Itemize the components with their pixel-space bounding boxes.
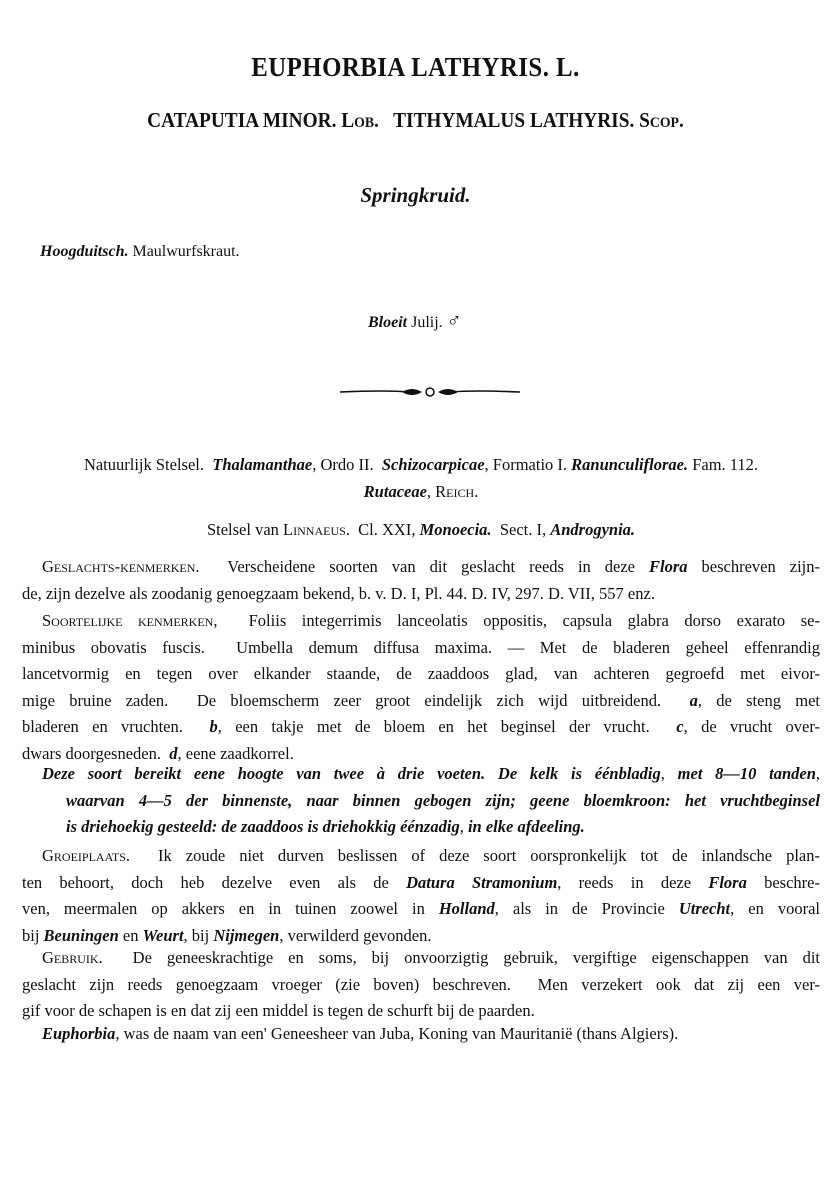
paragraph [22, 608, 820, 767]
text: Verscheidene soorten van dit geslacht reeds in deze [199, 557, 650, 576]
bloom-info [368, 310, 462, 333]
synonym-2: TITHYMALUS LATHYRIS. [393, 108, 635, 132]
italic-text: Deze soort bereikt eene hoogte van twee à drie voeten. De kelk is éénbladig [42, 764, 661, 783]
text: , bij [183, 925, 214, 945]
text: , was de naam van een' Geneesheer van Juba, Koning van Mauritanië (thans Algiers). [115, 1024, 679, 1043]
german-value: Maulwurfskraut. [132, 243, 240, 260]
text: Foliis integerrimis lanceolatis oppositis, capsula glabra dorso exarato se- [217, 611, 820, 630]
text: Natuurlijk Stelsel. [83, 455, 213, 474]
text: dwars doorgesneden. [22, 743, 170, 763]
text-line [22, 608, 820, 635]
text-line [22, 479, 820, 506]
male-symbol-icon: ♂ [446, 310, 462, 332]
section-label: Gebruik. [42, 948, 103, 967]
text: , een takje met de bloem en het beginsel der vrucht. [217, 717, 677, 736]
text: ten behoort, doch heb dezelve even als de [22, 872, 407, 892]
text: Cl. XXI, [349, 520, 420, 539]
italic-text: a [689, 690, 698, 710]
italic-text: c [676, 717, 684, 736]
text: , eene zaadkorrel. [177, 743, 294, 763]
paragraph [22, 945, 820, 1025]
section-label: Reich. [435, 481, 479, 501]
paragraph [22, 843, 820, 949]
text: , Ordo II. [312, 455, 382, 474]
text: ven, meermalen op akkers en in tuinen zoowel in [22, 899, 439, 918]
italic-text: met 8—10 tanden [677, 764, 816, 783]
text: minibus obovatis fuscis. Umbella demum diffusa maxima. — Met de bladeren geheel effenrandig [22, 637, 820, 657]
text: , de steng met [697, 690, 820, 710]
text: mige bruine zaden. De bloemscherm zeer groot eindelijk zich wijd uitbreidend. [22, 690, 690, 710]
italic-text: Weurt [142, 925, 184, 945]
synonym-1: CATAPUTIA MINOR. [147, 108, 337, 132]
italic-text: Flora [649, 557, 688, 576]
text-line [22, 870, 820, 897]
german-label: Hoogduitsch. [40, 243, 129, 260]
text: bij [22, 925, 44, 945]
section-label: Soortelijke kenmerken, [42, 611, 218, 630]
text-line [22, 814, 820, 841]
italic-text: Nijmegen [213, 925, 280, 945]
text: bladeren en vruchten. [22, 717, 210, 736]
text-line [22, 761, 820, 788]
text-line [22, 581, 820, 608]
synonym-1-author: Lob. [341, 108, 379, 132]
text-line [22, 896, 820, 923]
italic-text: is driehoekig gesteeld: de zaaddoos is driehokkig éénzadig [66, 817, 460, 836]
text-line [22, 452, 820, 479]
text-line [22, 945, 820, 972]
italic-text: waarvan 4—5 der binnenste, naar binnen gebogen zijn; geene bloemkroon: het vruchtbeginsel [66, 790, 820, 810]
text: , [815, 764, 821, 783]
italic-text: d [169, 743, 178, 763]
text-line [22, 661, 820, 688]
italic-text: Ranunculiflorae. [571, 455, 689, 474]
text: , [426, 481, 436, 501]
text: , verwilderd gevonden. [279, 925, 432, 945]
text: geslacht zijn reeds genoegzaam vroeger (zie boven) beschreven. Men verzekert ook dat zij een ver- [22, 974, 820, 994]
text: , en vooral [730, 899, 820, 918]
ornament-divider [340, 384, 520, 400]
italic-text: in elke afdeeling. [467, 817, 585, 836]
text: , als in de Provincie [494, 899, 679, 918]
text-line [22, 714, 820, 741]
section-label: Geslachts-kenmerken. [42, 557, 200, 576]
text: de, zijn dezelve als zoodanig genoegzaam bekend, b. v. D. I, Pl. 44. D. IV, 297. D. VII, 557 enz. [22, 583, 655, 603]
text-line [22, 972, 820, 999]
german-name [40, 243, 240, 261]
synonym-2-author: Scop. [639, 108, 684, 132]
italic-text: Rutaceae [363, 481, 427, 501]
text: beschreven zijn- [687, 557, 820, 576]
bloom-label: Bloeit [368, 314, 408, 331]
italic-text: Beuningen [43, 925, 119, 945]
text-line [22, 1021, 820, 1048]
italic-text: Datura Stramonium [406, 872, 558, 892]
italic-text: Holland [438, 899, 495, 918]
text: Fam. 112. [688, 455, 759, 474]
text: , reeds in deze [557, 872, 709, 892]
page-title: EUPHORBIA LATHYRIS. L. [251, 52, 580, 82]
text: , de vrucht over- [683, 717, 820, 736]
italic-text: Monoecia. [419, 520, 492, 539]
text: , [660, 764, 678, 783]
common-name: Springkruid. [360, 183, 471, 207]
paragraph [22, 517, 820, 544]
text: Stelsel van [206, 520, 284, 539]
section-label: Groeiplaats. [42, 846, 131, 865]
paragraph [22, 1021, 820, 1048]
text-line [22, 517, 820, 544]
text: , [459, 817, 468, 836]
text: en [118, 925, 143, 945]
italic-text: Flora [708, 872, 747, 892]
bloom-month: Julij. [411, 314, 443, 331]
italic-text: Thalamanthae [212, 455, 313, 474]
paragraph [22, 554, 820, 607]
italic-text: Euphorbia [42, 1024, 116, 1043]
paragraph [22, 761, 820, 841]
text-line [22, 554, 820, 581]
synonyms [33, 108, 798, 133]
text: De geneeskrachtige en soms, bij onvoorzigtig gebruik, vergiftige eigenschappen van dit [102, 948, 820, 967]
text-line [22, 688, 820, 715]
italic-text: Androgynia. [550, 520, 636, 539]
text: gif voor de schapen is en dat zij een middel is tegen de schurft bij de paarden. [22, 1001, 535, 1020]
text: , Formatio I. [484, 455, 572, 474]
paragraph [22, 452, 820, 505]
text: lancetvormig en tegen over elkander staande, de zaaddoos glad, van achteren gegroefd met eivor- [22, 664, 820, 683]
text: Sect. I, [491, 520, 551, 539]
italic-text: b [209, 717, 218, 736]
section-label: Linnaeus. [283, 520, 350, 539]
italic-text: Schizocarpicae [381, 455, 485, 474]
text-line [22, 635, 820, 662]
italic-text: Utrecht [678, 899, 731, 918]
text-line [22, 843, 820, 870]
text: Ik zoude niet durven beslissen of deze soort oorspronkelijk tot de inlandsche plan- [130, 846, 820, 865]
text: beschre- [746, 872, 820, 892]
text-line [22, 788, 820, 815]
